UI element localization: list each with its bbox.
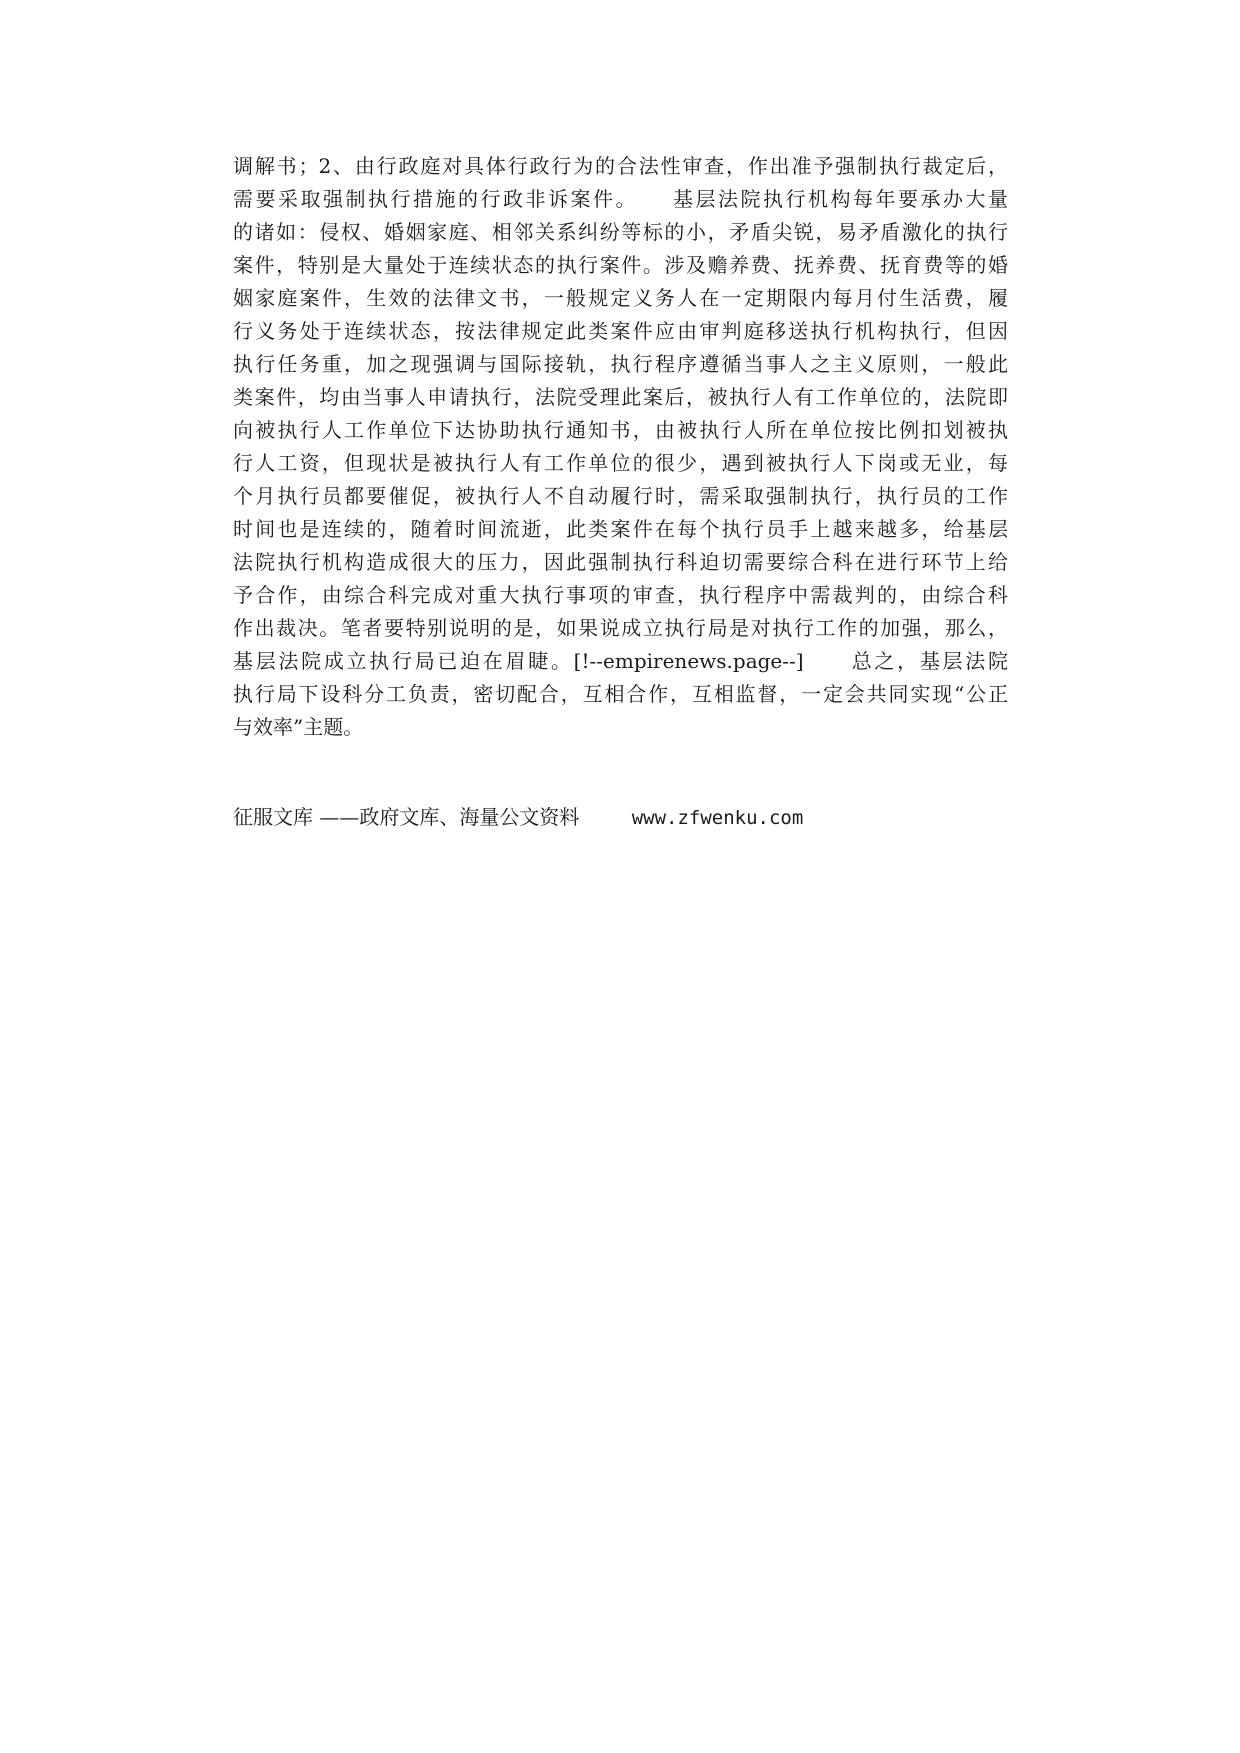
paragraph-line-3: 的诸如：侵权、婚姻家庭、相邻关系纠纷等标的小，矛盾尖锐，易矛盾激化的执行 <box>233 220 1008 244</box>
footer-site-url: www.zfwenku.com <box>631 807 804 829</box>
paragraph-line-8: 类案件，均由当事人申请执行，法院受理此案后，被执行人有工作单位的，法院即 <box>233 385 1008 409</box>
paragraph-line-16: 基层法院成立执行局已迫在眉睫。[!--empirenews.page--] 总之，基层法院 <box>233 649 1008 673</box>
paragraph-line-2: 需要采取强制执行措施的行政非诉案件。 基层法院执行机构每年要承办大量 <box>233 187 1008 211</box>
paragraph-line-7: 执行任务重，加之现强调与国际接轨，执行程序遵循当事人之主义原则，一般此 <box>233 352 1008 376</box>
paragraph-line-11: 个月执行员都要催促，被执行人不自动履行时，需采取强制执行，执行员的工作 <box>233 484 1008 508</box>
paragraph-line-12: 时间也是连续的，随着时间流逝，此类案件在每个执行员手上越来越多，给基层 <box>233 517 1008 541</box>
paragraph-line-17: 执行局下设科分工负责，密切配合，互相合作，互相监督，一定会共同实现“公正 <box>233 682 1008 706</box>
paragraph-line-13: 法院执行机构造成很大的压力，因此强制执行科迫切需要综合科在进行环节上给 <box>233 550 1008 574</box>
paragraph-line-9: 向被执行人工作单位下达协助执行通知书，由被执行人所在单位按比例扣划被执 <box>233 418 1008 442</box>
paragraph-line-15: 作出裁决。笔者要特别说明的是，如果说成立执行局是对执行工作的加强，那么， <box>233 616 1008 640</box>
paragraph-line-6: 行义务处于连续状态，按法律规定此类案件应由审判庭移送执行机构执行，但因 <box>233 319 1008 343</box>
footer-site-name: 征服文库 ——政府文库、海量公文资料 <box>233 805 580 829</box>
paragraph-line-5: 姻家庭案件，生效的法律文书，一般规定义务人在一定期限内每月付生活费，履 <box>233 286 1008 310</box>
page-footer <box>233 802 803 832</box>
paragraph-line-4: 案件，特别是大量处于连续状态的执行案件。涉及赡养费、抚养费、抚育费等的婚 <box>233 253 1008 277</box>
document-body <box>233 150 1008 744</box>
paragraph-line-18: 与效率”主题。 <box>233 715 364 739</box>
paragraph-line-1: 调解书；2、由行政庭对具体行政行为的合法性审查，作出准予强制执行裁定后， <box>233 154 1008 178</box>
paragraph-line-10: 行人工资，但现状是被执行人有工作单位的很少，遇到被执行人下岗或无业，每 <box>233 451 1008 475</box>
paragraph-line-14: 予合作，由综合科完成对重大执行事项的审查，执行程序中需裁判的，由综合科 <box>233 583 1008 607</box>
